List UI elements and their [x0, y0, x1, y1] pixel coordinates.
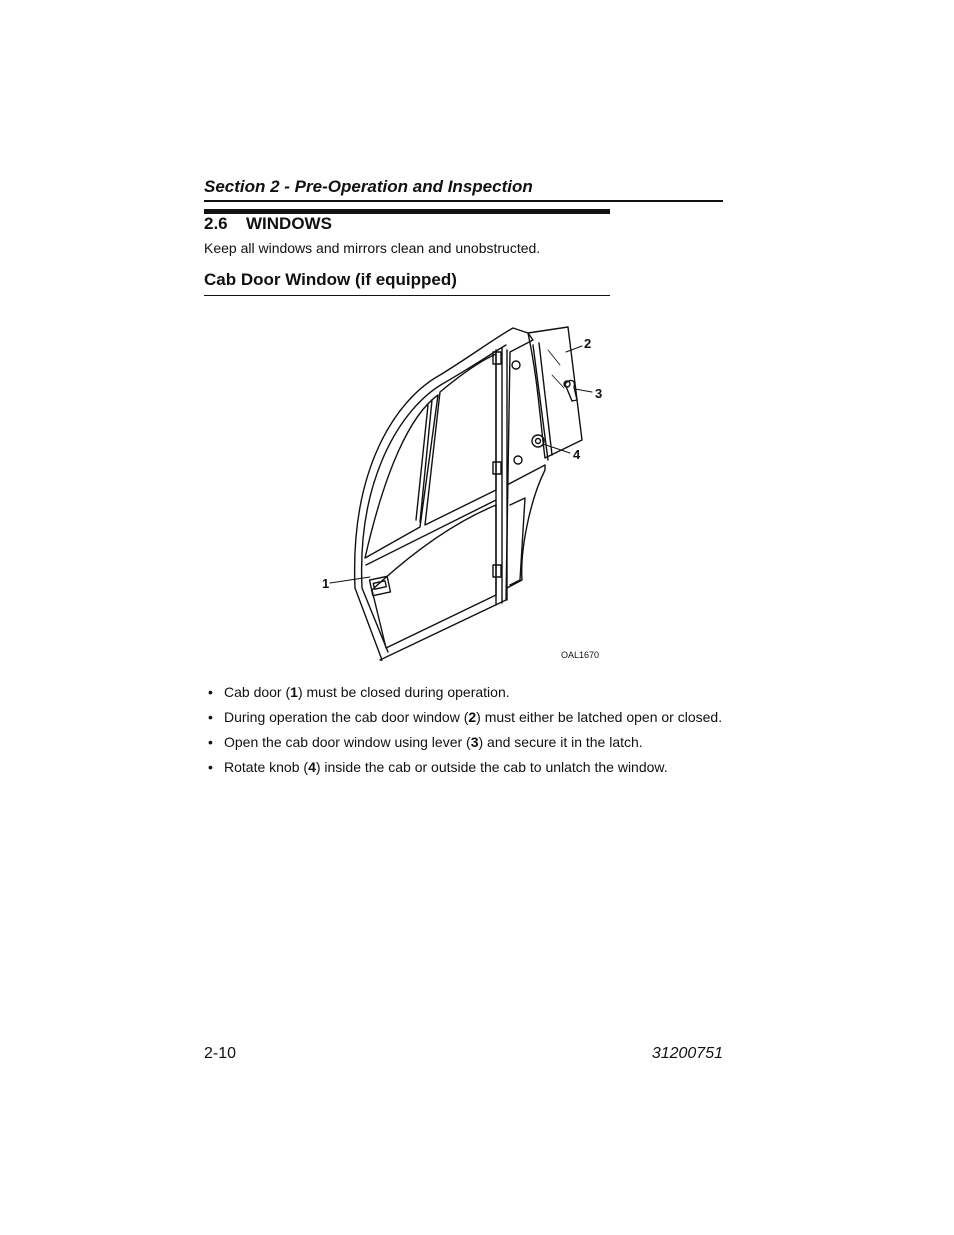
callout-1: 1: [322, 576, 330, 591]
callout-2: 2: [584, 336, 592, 351]
leader-2: [566, 346, 582, 352]
figure-code: OAL1670: [561, 650, 600, 660]
list-item: • Cab door (1) must be closed during operation.: [204, 680, 722, 705]
heading-title: WINDOWS: [246, 214, 332, 233]
section-heading: [204, 214, 332, 234]
subheading: Cab Door Window (if equipped): [204, 270, 457, 289]
page-number: 2-10: [204, 1045, 237, 1062]
leader-3: [575, 389, 592, 392]
document-number: 31200751: [651, 1045, 723, 1062]
lower-panel: [372, 505, 496, 648]
bullet-list: [204, 680, 722, 780]
section-header: Section 2 - Pre-Operation and Inspection: [204, 177, 533, 196]
door-frame: [355, 328, 533, 660]
door-frame-inner: [362, 345, 506, 652]
callout-3: 3: [595, 386, 603, 401]
intro-paragraph: Keep all windows and mirrors clean and unobstructed.: [204, 240, 541, 256]
list-item: • During operation the cab door window (2) must either be latched open or closed.: [204, 705, 722, 730]
leader-1: [330, 577, 370, 583]
heading-number: 2.6: [204, 214, 228, 233]
section-rule: [204, 200, 723, 202]
subheading-rule: [204, 295, 610, 296]
callout-4: 4: [573, 447, 581, 462]
list-item: • Rotate knob (4) inside the cab or outside the cab to unlatch the window.: [204, 755, 722, 780]
cab-door-figure: [300, 318, 630, 668]
sliding-window: [528, 327, 582, 458]
latch-knob: [532, 435, 544, 447]
door-handle: [370, 576, 391, 595]
list-item: • Open the cab door window using lever (3) and secure it in the latch.: [204, 730, 722, 755]
